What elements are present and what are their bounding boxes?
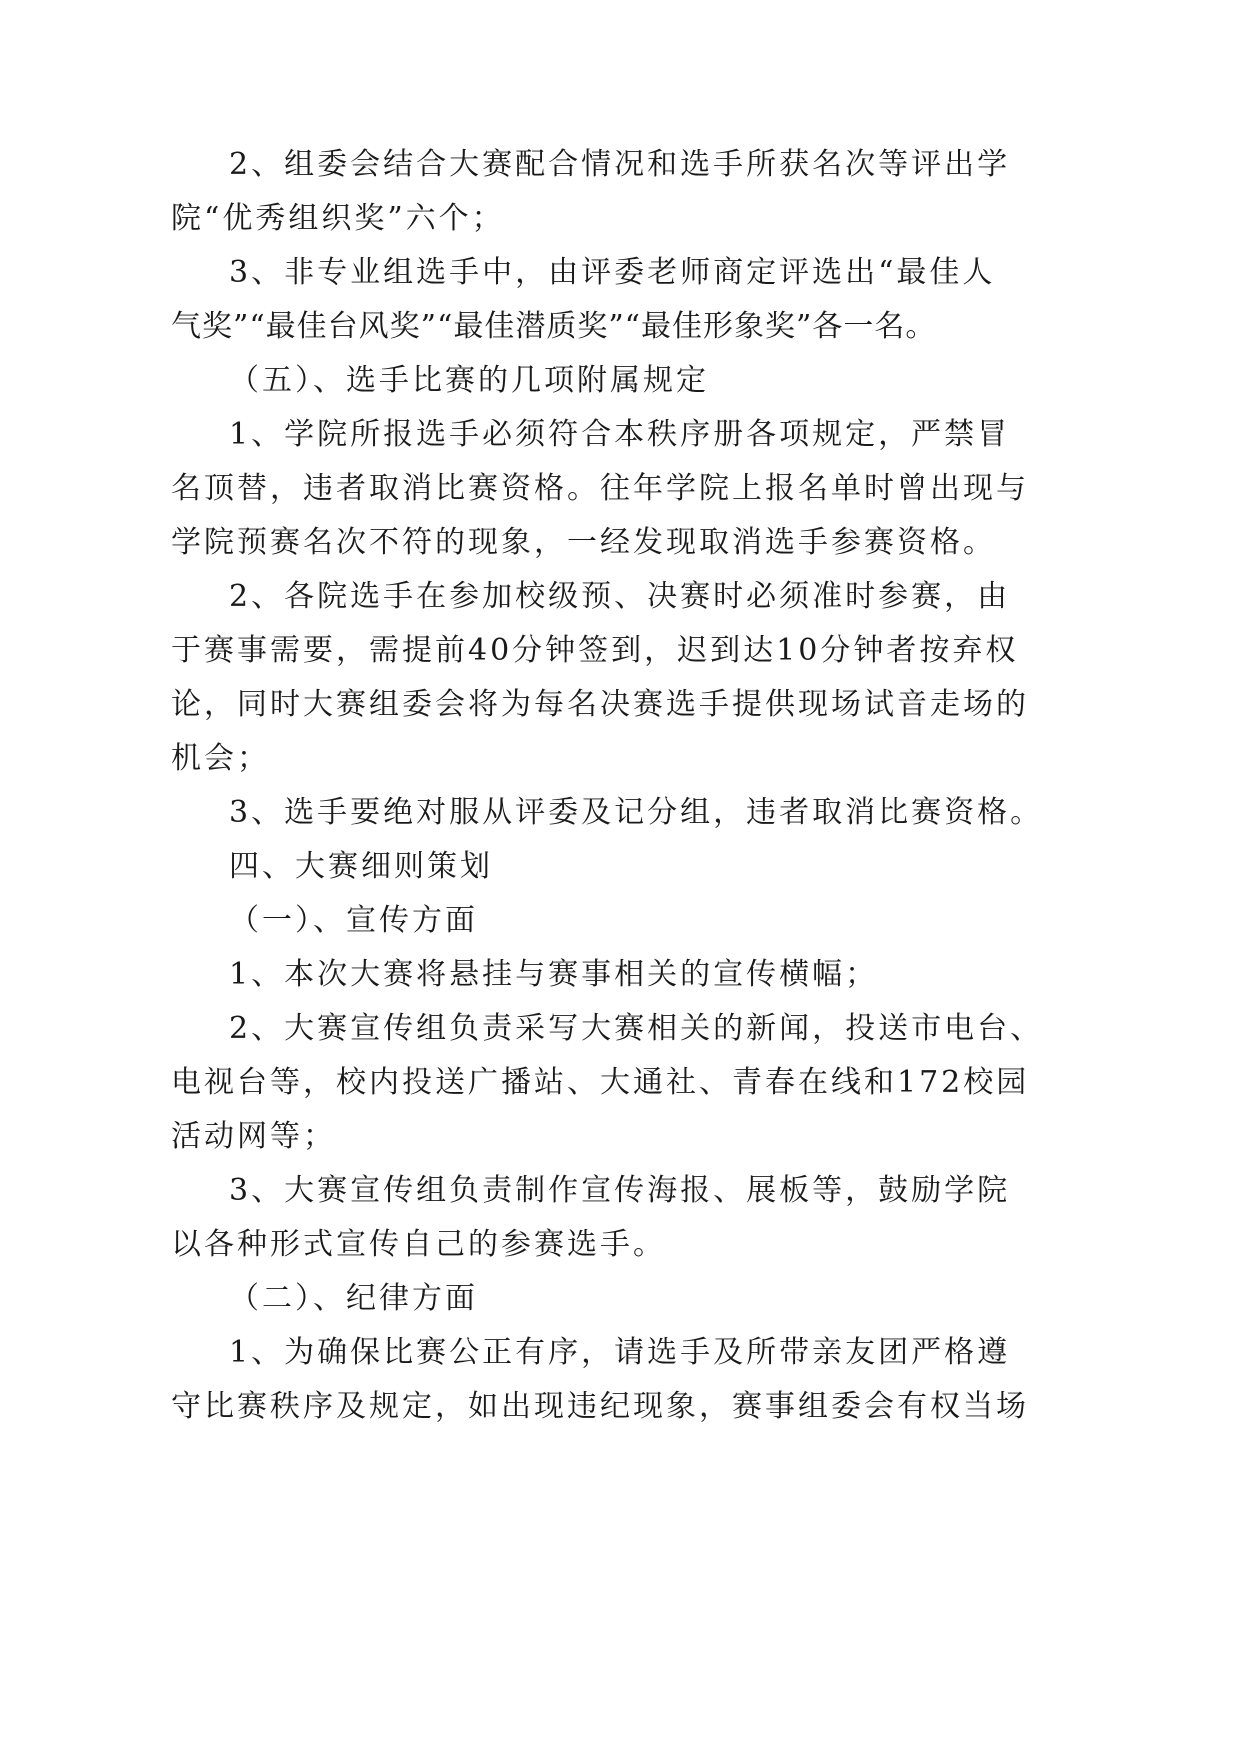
- paragraph-line: 2、组委会结合大赛配合情况和选手所获名次等评出学: [229, 147, 1011, 182]
- paragraph-line: 机会；: [171, 741, 270, 776]
- paragraph-line: 3、选手要绝对服从评委及记分组，违者取消比赛资格。: [229, 795, 1044, 830]
- paragraph-line: 1、为确保比赛公正有序，请选手及所带亲友团严格遵: [229, 1335, 1011, 1370]
- section-heading: （二）、纪律方面: [229, 1281, 478, 1316]
- section-heading: （五）、选手比赛的几项附属规定: [229, 363, 709, 398]
- paragraph-line: 2、各院选手在参加校级预、决赛时必须准时参赛，由: [229, 579, 1011, 614]
- section-heading: （一）、宣传方面: [229, 903, 478, 938]
- paragraph-line: 1、本次大赛将悬挂与赛事相关的宣传横幅；: [229, 957, 879, 992]
- paragraph-line: 3、非专业组选手中，由评委老师商定评选出“最佳人: [229, 255, 996, 290]
- paragraph-line: 3、大赛宣传组负责制作宣传海报、展板等，鼓励学院: [229, 1173, 1011, 1208]
- paragraph-line: 以各种形式宣传自己的参赛选手。: [171, 1227, 666, 1262]
- paragraph-line: 守比赛秩序及规定，如出现违纪现象，赛事组委会有权当场: [171, 1389, 1029, 1424]
- paragraph-line: 1、学院所报选手必须符合本秩序册各项规定，严禁冒: [229, 417, 1011, 452]
- paragraph-line: 学院预赛名次不符的现象，一经发现取消选手参赛资格。: [171, 525, 996, 560]
- paragraph-line: 论，同时大赛组委会将为每名决赛选手提供现场试音走场的: [171, 687, 1029, 722]
- paragraph-line: 院“优秀组织奖”六个；: [171, 201, 505, 236]
- paragraph-line: 活动网等；: [171, 1119, 336, 1154]
- paragraph-line: 名顶替，违者取消比赛资格。往年学院上报名单时曾出现与: [171, 471, 1029, 506]
- paragraph-line: 气奖”“最佳台风奖”“最佳潜质奖”“最佳形象奖”各一名。: [171, 309, 937, 344]
- paragraph-line: 电视台等，校内投送广播站、大通社、青春在线和172校园: [171, 1065, 1030, 1100]
- paragraph-line: 2、大赛宣传组负责采写大赛相关的新闻，投送市电台、: [229, 1011, 1044, 1046]
- section-heading: 四、大赛细则策划: [229, 849, 493, 884]
- paragraph-line: 于赛事需要，需提前40分钟签到，迟到达10分钟者按弃权: [171, 633, 1019, 668]
